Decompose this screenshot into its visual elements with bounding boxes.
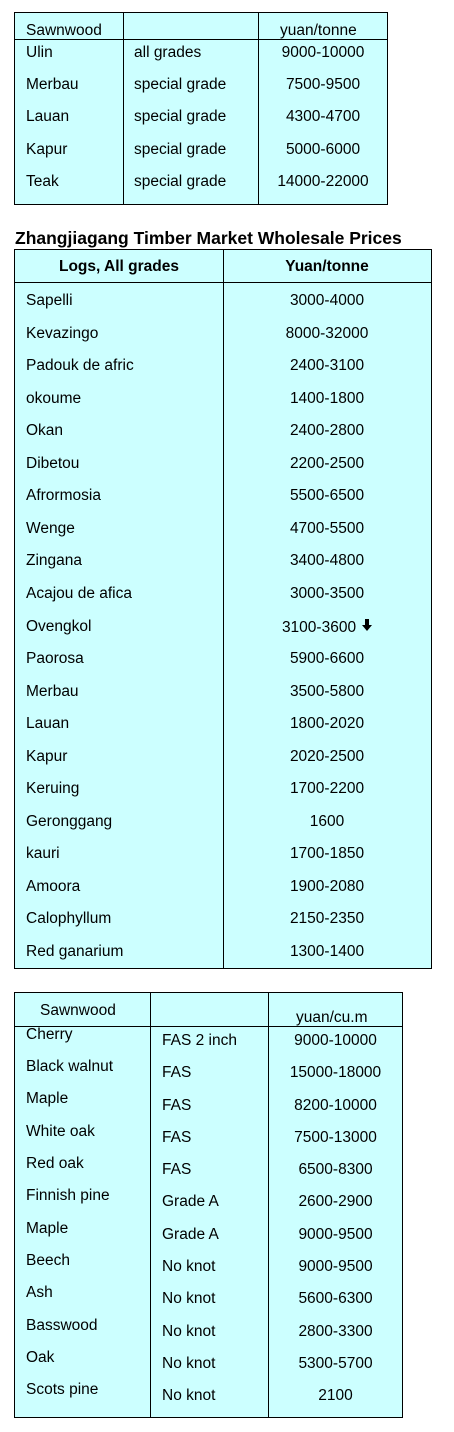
column-header: Sawnwood: [26, 22, 102, 39]
grade-cell: special grade: [134, 141, 227, 158]
species-cell: Maple: [26, 1220, 69, 1237]
species-cell: Cherry: [26, 1026, 73, 1043]
species-cell: Wenge: [26, 520, 75, 537]
price-cell: 8000-32000: [285, 325, 369, 342]
price-cell: 2200-2500: [289, 455, 365, 472]
price-cell: 5500-6500: [289, 487, 365, 504]
price-cell: 8200-10000: [294, 1097, 377, 1114]
price-cell: 3000-4000: [289, 292, 365, 309]
grade-cell: No knot: [162, 1258, 216, 1275]
grade-cell: FAS 2 inch: [162, 1032, 237, 1049]
grade-cell: No knot: [162, 1355, 216, 1372]
species-cell: Calophyllum: [26, 910, 112, 927]
species-cell: Kevazingo: [26, 325, 99, 342]
logs-price-table: [14, 249, 432, 969]
price-cell: 2150-2350: [289, 910, 365, 927]
species-cell: Maple: [26, 1090, 69, 1107]
price-cell: 9000-9500: [298, 1226, 373, 1243]
species-cell: Red ganarium: [26, 943, 124, 960]
price-cell: 1800-2020: [289, 715, 365, 732]
species-cell: Dibetou: [26, 455, 80, 472]
species-cell: White oak: [26, 1123, 95, 1140]
price-cell: [223, 618, 431, 637]
page-title: Zhangjiagang Timber Market Wholesale Prices: [15, 228, 402, 248]
grade-cell: No knot: [162, 1323, 216, 1340]
column-header: Logs, All grades: [58, 258, 179, 275]
table-divider: [150, 993, 151, 1417]
price-cell: 1400-1800: [289, 390, 365, 407]
price-cell: 7500-9500: [285, 76, 361, 93]
price-cell: 2600-2900: [298, 1193, 373, 1210]
price-cell: 2100: [318, 1387, 353, 1404]
species-cell: Lauan: [26, 108, 70, 125]
species-cell: Ovengkol: [26, 618, 92, 635]
grade-cell: FAS: [162, 1097, 192, 1114]
grade-cell: Grade A: [162, 1193, 219, 1210]
species-cell: Afrormosia: [26, 487, 101, 504]
species-cell: Keruing: [26, 780, 80, 797]
species-cell: Paorosa: [26, 650, 84, 667]
price-cell: 2400-2800: [289, 422, 365, 439]
price-cell: 5000-6000: [285, 141, 361, 158]
species-cell: Black walnut: [26, 1058, 114, 1075]
species-cell: Oak: [26, 1349, 55, 1366]
sawnwood-table-tonne: [14, 12, 388, 205]
species-cell: kauri: [26, 845, 60, 862]
down-arrow-icon: [362, 618, 372, 636]
species-cell: Basswood: [26, 1317, 98, 1334]
price-cell: 9000-10000: [281, 44, 365, 61]
column-header: yuan/tonne: [280, 22, 357, 39]
species-cell: Red oak: [26, 1155, 84, 1172]
price-cell: 4700-5500: [289, 520, 365, 537]
grade-cell: all grades: [134, 44, 202, 61]
price-cell: 15000-18000: [289, 1064, 382, 1081]
price-cell: 7500-13000: [294, 1129, 377, 1146]
species-cell: okoume: [26, 390, 82, 407]
species-cell: Lauan: [26, 715, 70, 732]
price-cell: 2020-2500: [289, 748, 365, 765]
species-cell: Acajou de afica: [26, 585, 132, 602]
price-cell: 1700-2200: [289, 780, 365, 797]
species-cell: Merbau: [26, 683, 79, 700]
grade-cell: FAS: [162, 1161, 192, 1178]
price-cell: 5300-5700: [298, 1355, 373, 1372]
table-divider: [123, 13, 124, 204]
grade-cell: special grade: [134, 108, 227, 125]
grade-cell: special grade: [134, 76, 227, 93]
species-cell: Amoora: [26, 878, 81, 895]
price-cell: 3000-3500: [289, 585, 365, 602]
column-header: yuan/cu.m: [296, 1009, 368, 1026]
species-cell: Padouk de afric: [26, 357, 134, 374]
species-cell: Beech: [26, 1252, 70, 1269]
price-cell: 4300-4700: [285, 108, 361, 125]
species-cell: Ulin: [26, 44, 53, 61]
grade-cell: Grade A: [162, 1226, 219, 1243]
species-cell: Scots pine: [26, 1381, 99, 1398]
price-cell: 9000-9500: [298, 1258, 373, 1275]
price-cell: 1300-1400: [289, 943, 365, 960]
price-cell: 5600-6300: [298, 1290, 373, 1307]
price-cell: 1700-1850: [289, 845, 365, 862]
species-cell: Kapur: [26, 141, 68, 158]
species-cell: Geronggang: [26, 813, 113, 830]
price-cell: 1600: [309, 813, 345, 830]
column-header: Yuan/tonne: [285, 258, 369, 275]
price-value: 3100-3600: [281, 619, 357, 636]
species-cell: Okan: [26, 422, 64, 439]
price-cell: 14000-22000: [277, 173, 369, 190]
grade-cell: special grade: [134, 173, 227, 190]
grade-cell: No knot: [162, 1387, 216, 1404]
species-cell: Kapur: [26, 748, 68, 765]
sawnwood-table-cum: [14, 992, 403, 1418]
grade-cell: FAS: [162, 1129, 192, 1146]
price-cell: 5900-6600: [289, 650, 365, 667]
grade-cell: No knot: [162, 1290, 216, 1307]
grade-cell: FAS: [162, 1064, 192, 1081]
price-cell: 2800-3300: [298, 1323, 373, 1340]
price-cell: 6500-8300: [298, 1161, 373, 1178]
species-cell: Zingana: [26, 552, 83, 569]
price-cell: 3500-5800: [289, 683, 365, 700]
species-cell: Finnish pine: [26, 1187, 110, 1204]
price-cell: 2400-3100: [289, 357, 365, 374]
price-cell: 1900-2080: [289, 878, 365, 895]
price-cell: 9000-10000: [294, 1032, 377, 1049]
species-cell: Sapelli: [26, 292, 73, 309]
column-header: Sawnwood: [40, 1002, 116, 1019]
species-cell: Teak: [26, 173, 59, 190]
species-cell: Merbau: [26, 76, 79, 93]
price-cell: 3400-4800: [289, 552, 365, 569]
species-cell: Ash: [26, 1284, 53, 1301]
